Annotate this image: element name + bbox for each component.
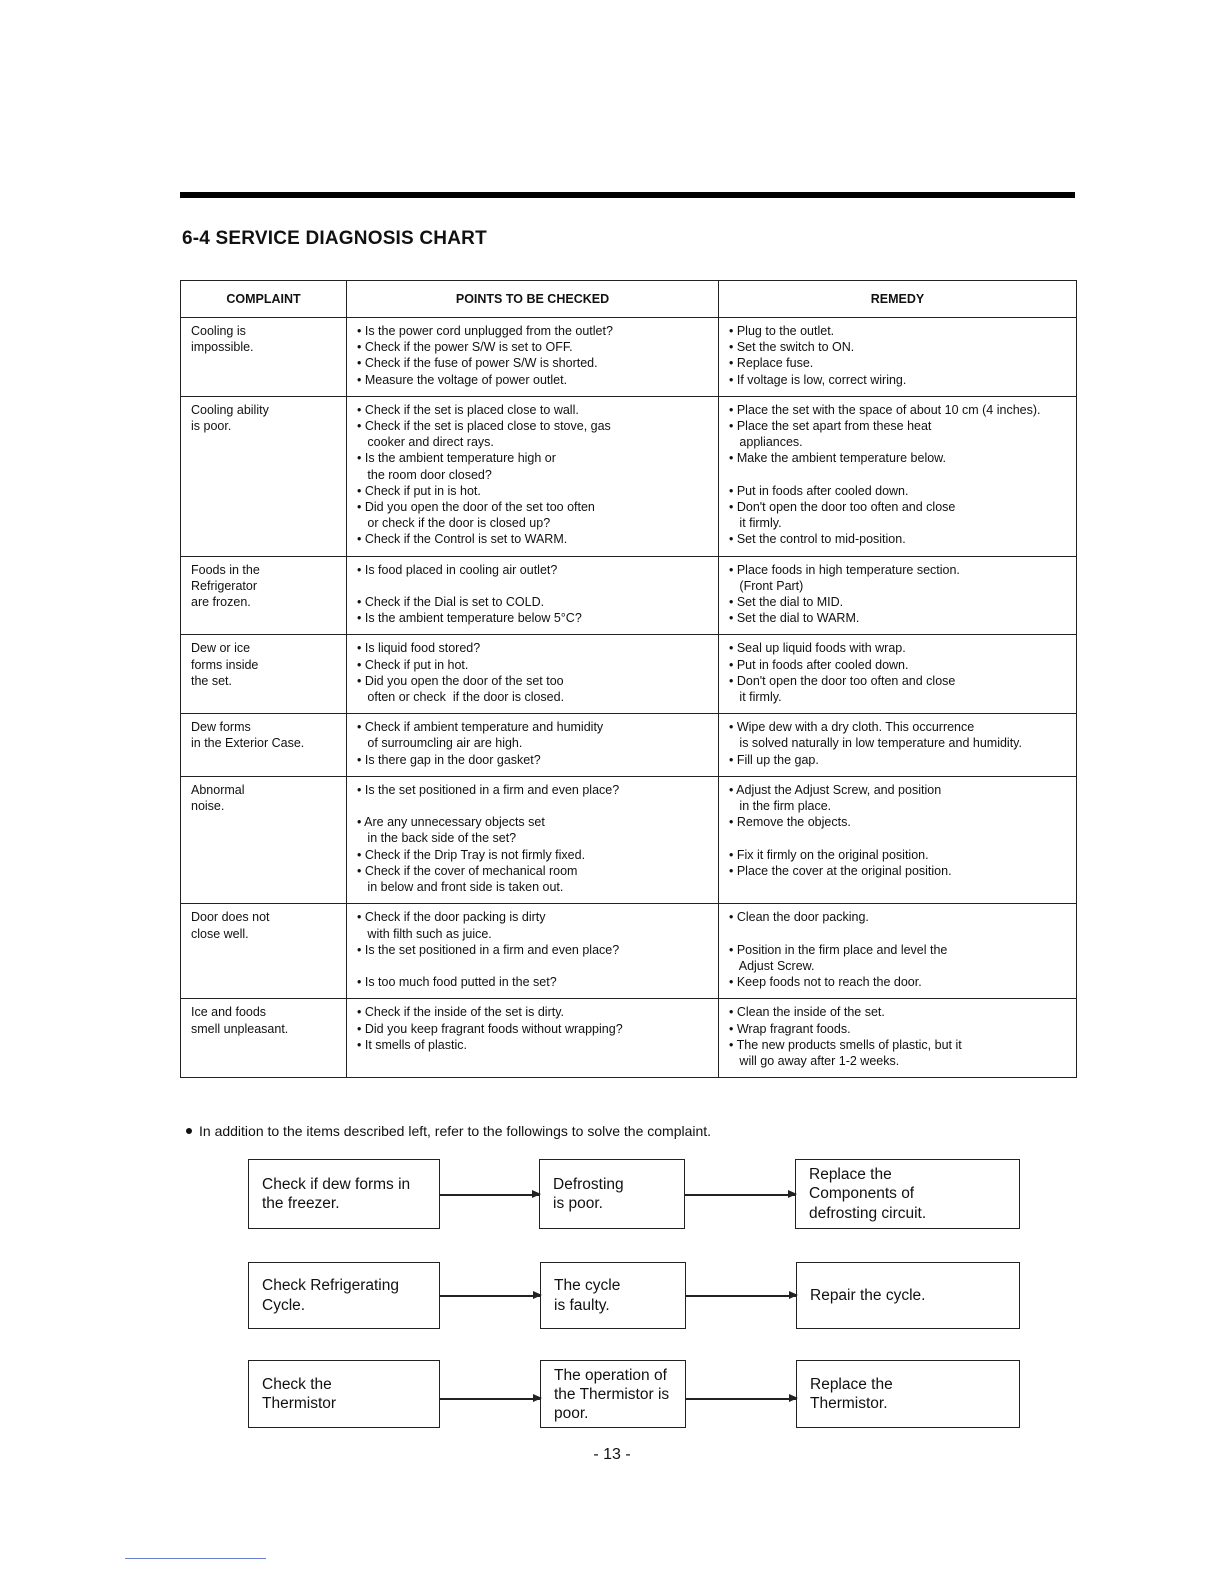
remedy-cell-line: • Adjust the Adjust Screw, and position bbox=[729, 782, 942, 797]
remedy-cell-line: • If voltage is low, correct wiring. bbox=[729, 372, 907, 387]
complaint-cell-line: in the Exterior Case. bbox=[191, 736, 305, 751]
flow-1-cause-box bbox=[539, 1159, 685, 1229]
remedy-cell-line: • Set the switch to ON. bbox=[729, 340, 855, 355]
remedy-cell-line: • Clean the door packing. bbox=[729, 910, 869, 925]
remedy-cell-line bbox=[729, 467, 1070, 483]
complaint-cell bbox=[181, 556, 347, 635]
complaint-cell-line: Cooling ability bbox=[191, 402, 269, 417]
flow-1-action-box bbox=[795, 1159, 1020, 1229]
points-cell-line: • Check if ambient temperature and humidity bbox=[357, 720, 604, 735]
remedy-cell-line: it firmly. bbox=[729, 516, 782, 531]
remedy-cell-line: • The new products smells of plastic, but it bbox=[729, 1037, 962, 1052]
complaint-cell-line: noise. bbox=[191, 799, 225, 814]
table-body bbox=[181, 318, 1077, 1078]
points-cell-line: • Check if the Drip Tray is not firmly fixed. bbox=[357, 847, 586, 862]
points-cell bbox=[347, 999, 719, 1078]
header-complaint: COMPLAINT bbox=[181, 281, 347, 318]
complaint-cell-line: are frozen. bbox=[191, 595, 251, 610]
remedy-cell-line: • Place the set with the space of about 10 cm (4 inches). bbox=[729, 402, 1041, 417]
remedy-cell-line: • Clean the inside of the set. bbox=[729, 1005, 885, 1020]
points-cell-line bbox=[357, 578, 712, 594]
remedy-cell-line: • Wipe dew with a dry cloth. This occurrence bbox=[729, 720, 975, 735]
table-row bbox=[181, 904, 1077, 999]
remedy-cell-line: appliances. bbox=[729, 435, 803, 450]
table-header-row bbox=[181, 281, 1077, 318]
complaint-cell-line: Abnormal bbox=[191, 782, 245, 797]
flow-2-check-text: Check Refrigerating Cycle. bbox=[262, 1277, 399, 1314]
points-cell-line: in below and front side is taken out. bbox=[357, 880, 564, 895]
points-cell-line: • Is the power cord unplugged from the outlet? bbox=[357, 324, 613, 338]
points-cell-line: or check if the door is closed up? bbox=[357, 516, 551, 531]
table-row bbox=[181, 635, 1077, 714]
points-cell-line: • Did you keep fragrant foods without wrapping? bbox=[357, 1021, 623, 1036]
remedy-cell-line: in the firm place. bbox=[729, 799, 832, 814]
points-cell bbox=[347, 635, 719, 714]
points-cell-line: • Did you open the door of the set too often bbox=[357, 500, 595, 515]
table-row bbox=[181, 556, 1077, 635]
points-cell-line: • Is too much food putted in the set? bbox=[357, 975, 557, 990]
flow-2-action-text: Repair the cycle. bbox=[810, 1286, 926, 1304]
header-remedy: REMEDY bbox=[719, 281, 1077, 318]
remedy-cell-line: • Fill up the gap. bbox=[729, 752, 819, 767]
flow-2-arrow-icon bbox=[440, 1295, 540, 1297]
flow-1-check-box bbox=[248, 1159, 440, 1229]
flow-3-check-box bbox=[248, 1360, 440, 1428]
points-cell bbox=[347, 904, 719, 999]
flow-1-check-text: Check if dew forms in the freezer. bbox=[262, 1175, 411, 1212]
page-title: 6-4 SERVICE DIAGNOSIS CHART bbox=[182, 228, 487, 249]
flow-2-action-box bbox=[796, 1262, 1020, 1329]
remedy-cell-line: • Keep foods not to reach the door. bbox=[729, 975, 922, 990]
remedy-cell-line: • Place the set apart from these heat bbox=[729, 419, 932, 434]
points-cell-line: with filth such as juice. bbox=[357, 926, 492, 941]
remedy-cell-line: • Plug to the outlet. bbox=[729, 324, 835, 338]
points-cell-line: • Check if the cover of mechanical room bbox=[357, 863, 578, 878]
remedy-cell-line: Adjust Screw. bbox=[729, 958, 815, 973]
flow-2-arrow2-icon bbox=[686, 1295, 796, 1297]
flow-3-arrow2-icon bbox=[686, 1398, 796, 1400]
remedy-cell-line: • Make the ambient temperature below. bbox=[729, 451, 946, 466]
remedy-cell bbox=[719, 999, 1077, 1078]
points-cell bbox=[347, 396, 719, 556]
table-row bbox=[181, 318, 1077, 397]
complaint-cell-line: Dew or ice bbox=[191, 641, 251, 656]
points-cell-line: • Check if the Control is set to WARM. bbox=[357, 532, 568, 547]
complaint-cell bbox=[181, 714, 347, 777]
complaint-cell-line: the set. bbox=[191, 673, 232, 688]
remedy-cell-line: • Replace fuse. bbox=[729, 356, 814, 371]
complaint-cell-line: forms inside bbox=[191, 657, 259, 672]
complaint-cell bbox=[181, 904, 347, 999]
page-number: - 13 - bbox=[593, 1446, 631, 1463]
flow-2-cause-text: The cycle is faulty. bbox=[554, 1277, 621, 1314]
note bbox=[186, 1123, 711, 1139]
remedy-cell-line: • Set the control to mid-position. bbox=[729, 532, 906, 547]
complaint-cell-line: Refrigerator bbox=[191, 578, 257, 593]
points-cell bbox=[347, 318, 719, 397]
diagnosis-table bbox=[180, 280, 1077, 1078]
remedy-cell-line: (Front Part) bbox=[729, 578, 804, 593]
remedy-cell-line: • Put in foods after cooled down. bbox=[729, 657, 909, 672]
remedy-cell-line: • Place foods in high temperature section. bbox=[729, 562, 960, 577]
remedy-cell-line: • Position in the firm place and level the bbox=[729, 942, 948, 957]
table-row bbox=[181, 714, 1077, 777]
table-row bbox=[181, 396, 1077, 556]
flow-3-action-text: Replace the Thermistor. bbox=[810, 1375, 893, 1412]
complaint-cell bbox=[181, 776, 347, 903]
remedy-cell bbox=[719, 318, 1077, 397]
complaint-cell bbox=[181, 635, 347, 714]
header-points: POINTS TO BE CHECKED bbox=[347, 281, 719, 318]
remedy-cell bbox=[719, 776, 1077, 903]
points-cell bbox=[347, 556, 719, 635]
remedy-cell-line: • Set the dial to MID. bbox=[729, 595, 844, 610]
remedy-cell-line: will go away after 1-2 weeks. bbox=[729, 1053, 900, 1068]
remedy-cell-line: • Remove the objects. bbox=[729, 815, 851, 830]
remedy-cell-line: • Wrap fragrant foods. bbox=[729, 1021, 851, 1036]
points-cell-line: • Is the set positioned in a firm and even place? bbox=[357, 942, 620, 957]
remedy-cell bbox=[719, 635, 1077, 714]
remedy-cell-line bbox=[729, 830, 1070, 846]
flow-1-arrow2-icon bbox=[685, 1194, 795, 1196]
points-cell-line: • Check if the set is placed close to wall. bbox=[357, 402, 579, 417]
complaint-cell-line: Ice and foods bbox=[191, 1005, 267, 1020]
flow-3-cause-text: The operation of the Thermistor is poor. bbox=[554, 1366, 670, 1422]
remedy-cell-line: • Set the dial to WARM. bbox=[729, 611, 860, 626]
flow-3-cause-box bbox=[540, 1360, 686, 1428]
remedy-cell bbox=[719, 904, 1077, 999]
complaint-cell-line: Door does not bbox=[191, 910, 270, 925]
points-cell-line: • It smells of plastic. bbox=[357, 1037, 467, 1052]
complaint-cell-line: smell unpleasant. bbox=[191, 1021, 289, 1036]
complaint-cell-line: Foods in the bbox=[191, 562, 260, 577]
remedy-cell-line: it firmly. bbox=[729, 690, 782, 705]
top-rule bbox=[180, 192, 1075, 198]
complaint-cell-line: Cooling is bbox=[191, 324, 246, 338]
flow-1-arrow-icon bbox=[440, 1194, 539, 1196]
points-cell bbox=[347, 776, 719, 903]
flow-3-action-box bbox=[796, 1360, 1020, 1428]
points-cell-line: • Is the ambient temperature high or bbox=[357, 451, 556, 466]
remedy-cell-line: • Don't open the door too often and close bbox=[729, 500, 956, 515]
remedy-cell-line: • Seal up liquid foods with wrap. bbox=[729, 641, 906, 656]
points-cell-line: cooker and direct rays. bbox=[357, 435, 494, 450]
points-cell-line: • Check if the door packing is dirty bbox=[357, 910, 546, 925]
points-cell-line: • Check if put in hot. bbox=[357, 657, 469, 672]
points-cell-line: the room door closed? bbox=[357, 467, 492, 482]
remedy-cell-line: • Fix it firmly on the original position. bbox=[729, 847, 929, 862]
remedy-cell-line: is solved naturally in low temperature and humidity. bbox=[729, 736, 1022, 751]
flow-1-action-text: Replace the Components of defrosting circuit. bbox=[809, 1165, 927, 1222]
complaint-cell-line: is poor. bbox=[191, 419, 232, 434]
remedy-cell bbox=[719, 396, 1077, 556]
complaint-cell bbox=[181, 999, 347, 1078]
complaint-cell bbox=[181, 318, 347, 397]
flow-3-arrow-icon bbox=[440, 1398, 540, 1400]
flow-2-check-box bbox=[248, 1262, 440, 1329]
remedy-cell-line: • Place the cover at the original position. bbox=[729, 863, 952, 878]
points-cell-line: in the back side of the set? bbox=[357, 831, 517, 846]
points-cell-line: • Measure the voltage of power outlet. bbox=[357, 372, 568, 387]
bottom-underline bbox=[125, 1558, 266, 1559]
points-cell-line: • Check if put in is hot. bbox=[357, 483, 481, 498]
points-cell-line: • Is the ambient temperature below 5°C? bbox=[357, 611, 582, 626]
points-cell-line: • Check if the set is placed close to stove, gas bbox=[357, 419, 611, 434]
bullet-icon bbox=[186, 1128, 192, 1134]
remedy-cell bbox=[719, 556, 1077, 635]
points-cell-line bbox=[357, 798, 712, 814]
table-row bbox=[181, 999, 1077, 1078]
points-cell-line: • Check if the inside of the set is dirty. bbox=[357, 1005, 565, 1020]
flow-1-cause-text: Defrosting is poor. bbox=[553, 1175, 624, 1212]
remedy-cell-line bbox=[729, 926, 1070, 942]
points-cell-line bbox=[357, 958, 712, 974]
remedy-cell-line: • Put in foods after cooled down. bbox=[729, 483, 909, 498]
table-row bbox=[181, 776, 1077, 903]
points-cell-line: • Are any unnecessary objects set bbox=[357, 815, 545, 830]
note-text: In addition to the items described left, refer to the followings to solve the complaint. bbox=[199, 1123, 712, 1139]
points-cell-line: • Is food placed in cooling air outlet? bbox=[357, 562, 558, 577]
points-cell-line: • Check if the fuse of power S/W is shorted. bbox=[357, 356, 598, 371]
complaint-cell-line: Dew forms bbox=[191, 720, 251, 735]
points-cell bbox=[347, 714, 719, 777]
points-cell-line: • Is liquid food stored? bbox=[357, 641, 481, 656]
flow-3-check-text: Check the Thermistor bbox=[262, 1375, 337, 1412]
points-cell-line: • Check if the power S/W is set to OFF. bbox=[357, 340, 573, 355]
points-cell-line: • Check if the Dial is set to COLD. bbox=[357, 595, 545, 610]
points-cell-line: of surroumcling air are high. bbox=[357, 736, 523, 751]
remedy-cell-line: • Don't open the door too often and close bbox=[729, 673, 956, 688]
complaint-cell bbox=[181, 396, 347, 556]
flow-2-cause-box bbox=[540, 1262, 686, 1329]
points-cell-line: often or check if the door is closed. bbox=[357, 690, 565, 705]
points-cell-line: • Is there gap in the door gasket? bbox=[357, 752, 541, 767]
points-cell-line: • Did you open the door of the set too bbox=[357, 673, 564, 688]
complaint-cell-line: impossible. bbox=[191, 340, 254, 355]
remedy-cell bbox=[719, 714, 1077, 777]
complaint-cell-line: close well. bbox=[191, 926, 249, 941]
points-cell-line: • Is the set positioned in a firm and even place? bbox=[357, 782, 620, 797]
